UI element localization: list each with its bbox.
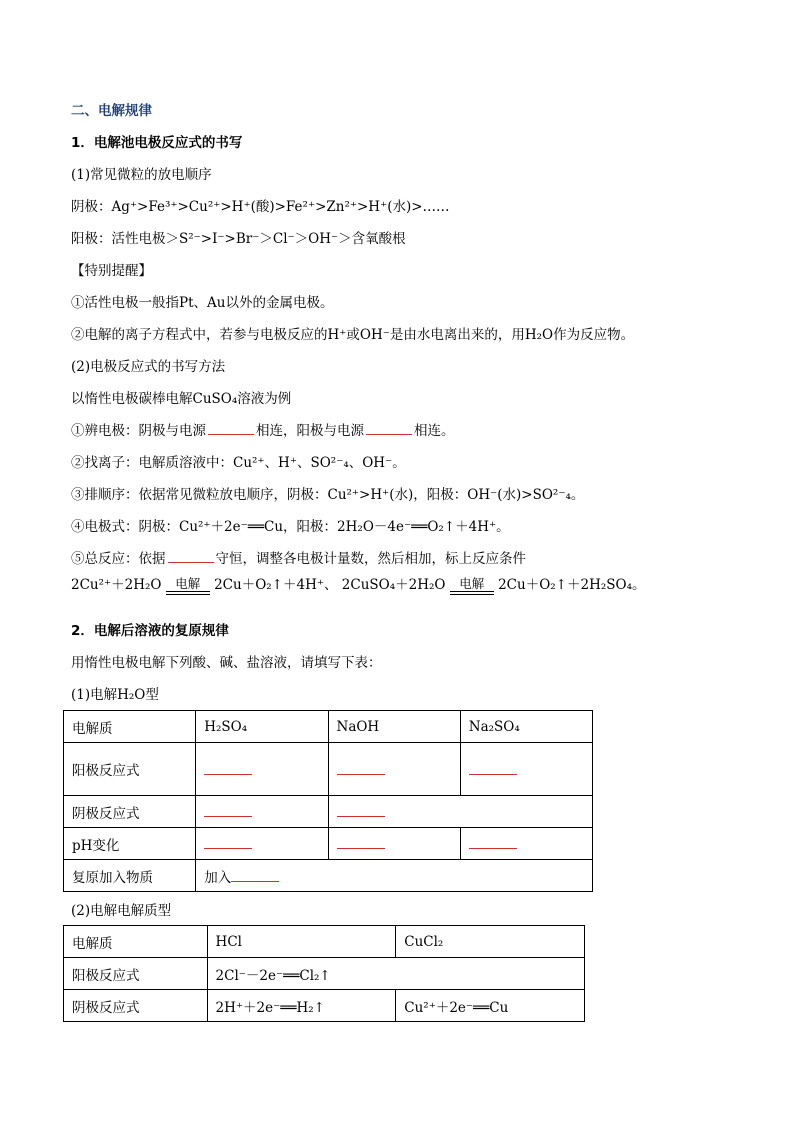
- header-cell: CuCl₂: [396, 926, 585, 958]
- heading-restoration: 2．电解后溶液的复原规律: [71, 623, 229, 639]
- heading-electrode-equations: 1．电解池电极反应式的书写: [71, 135, 243, 151]
- blank-field[interactable]: [204, 834, 252, 849]
- paragraph-discharge-order: (1)常见微粒的放电顺序: [71, 167, 212, 183]
- equation-1-right: 2Cu＋O₂↑＋4H⁺、: [214, 577, 338, 593]
- blank-field[interactable]: [469, 760, 517, 775]
- paragraph-example: 以惰性电极碳棒电解CuSO₄溶液为例: [71, 391, 292, 407]
- row-label: 阴极反应式: [64, 990, 208, 1022]
- total-equations: [71, 576, 645, 595]
- blank-field[interactable]: [168, 550, 214, 563]
- blank-field[interactable]: [337, 760, 385, 775]
- blank-field[interactable]: [469, 834, 517, 849]
- paragraph-table-instructions: 用惰性电极电解下列酸、碱、盐溶液，请填写下表：: [71, 655, 382, 671]
- equation-1-left: 2Cu²⁺＋2H₂O: [71, 577, 162, 593]
- blank-field[interactable]: [337, 802, 385, 817]
- anode-equation: 2Cl⁻－2e⁻══Cl₂↑: [207, 958, 584, 990]
- step-1: ①辨电极：阴极与电源 相连，阳极与电源 相连。: [71, 423, 455, 439]
- row-label: 电解质: [64, 711, 196, 743]
- paragraph-electrolyte-type: (2)电解电解质型: [71, 903, 172, 919]
- step-3: ③排顺序：依据常见微粒放电顺序，阴极：Cu²⁺>H⁺(水)，阳极：OH⁻(水)>SO²⁻₄。: [71, 487, 585, 503]
- equation-2-left: 2CuSO₄＋2H₂O: [341, 577, 446, 593]
- header-cell: Na₂SO₄: [460, 711, 592, 743]
- row-label: 阳极反应式: [64, 958, 208, 990]
- table-electrolyte-electrolysis: [63, 925, 585, 1022]
- blank-field[interactable]: [204, 760, 252, 775]
- step-2: ②找离子：电解质溶液中：Cu²⁺、H⁺、SO²⁻₄、OH⁻。: [71, 455, 406, 471]
- tip-2: ②电解的离子方程式中，若参与电极反应的H⁺或OH⁻是由水电离出来的，用H₂O作为反应物。: [71, 327, 635, 343]
- blank-field[interactable]: [231, 867, 279, 882]
- tip-title: 【特别提醒】: [71, 263, 152, 279]
- cathode-order: 阴极：Ag⁺>Fe³⁺>Cu²⁺>H⁺(酸)>Fe²⁺>Zn²⁺>H⁺(水)>……: [71, 199, 450, 215]
- row-label: 阳极反应式: [64, 743, 196, 796]
- row-label: pH变化: [64, 828, 196, 860]
- table-water-electrolysis: 电解质 H₂SO₄ NaOH Na₂SO₄ 阳极反应式 阴极反应式 pH变化 复原加入物质 加入: [63, 710, 593, 892]
- cathode-equation: 2H⁺＋2e⁻══H₂↑: [207, 990, 396, 1022]
- row-label: 阴极反应式: [64, 796, 196, 828]
- anode-order: 阳极：活性电极＞S²⁻>I⁻>Br⁻＞Cl⁻＞OH⁻＞含氧酸根: [71, 231, 406, 247]
- condition-arrow: 电解: [450, 577, 494, 595]
- blank-field[interactable]: [208, 422, 254, 435]
- step-4: ④电极式：阴极：Cu²⁺＋2e⁻══Cu，阳极：2H₂O－4e⁻══O₂↑＋4H⁺。: [71, 519, 510, 535]
- condition-arrow: 电解: [166, 577, 210, 595]
- paragraph-method: (2)电极反应式的书写方法: [71, 359, 226, 375]
- header-cell: HCl: [207, 926, 396, 958]
- blank-field[interactable]: [204, 802, 252, 817]
- row-label: 复原加入物质: [64, 860, 196, 892]
- paragraph-water-type: (1)电解H₂O型: [71, 687, 159, 703]
- row-label: 电解质: [64, 926, 208, 958]
- header-cell: H₂SO₄: [196, 711, 328, 743]
- tip-1: ①活性电极一般指Pt、Au以外的金属电极。: [71, 295, 334, 311]
- blank-field[interactable]: [337, 834, 385, 849]
- equation-2-right: 2Cu＋O₂↑＋2H₂SO₄。: [498, 577, 646, 593]
- step-5: ⑤总反应：依据 守恒，调整各电极计量数，然后相加，标上反应条件: [71, 551, 526, 567]
- header-cell: NaOH: [328, 711, 460, 743]
- section-title: 二、电解规律: [71, 103, 152, 119]
- blank-field[interactable]: [366, 422, 412, 435]
- cathode-equation: Cu²⁺＋2e⁻══Cu: [396, 990, 585, 1022]
